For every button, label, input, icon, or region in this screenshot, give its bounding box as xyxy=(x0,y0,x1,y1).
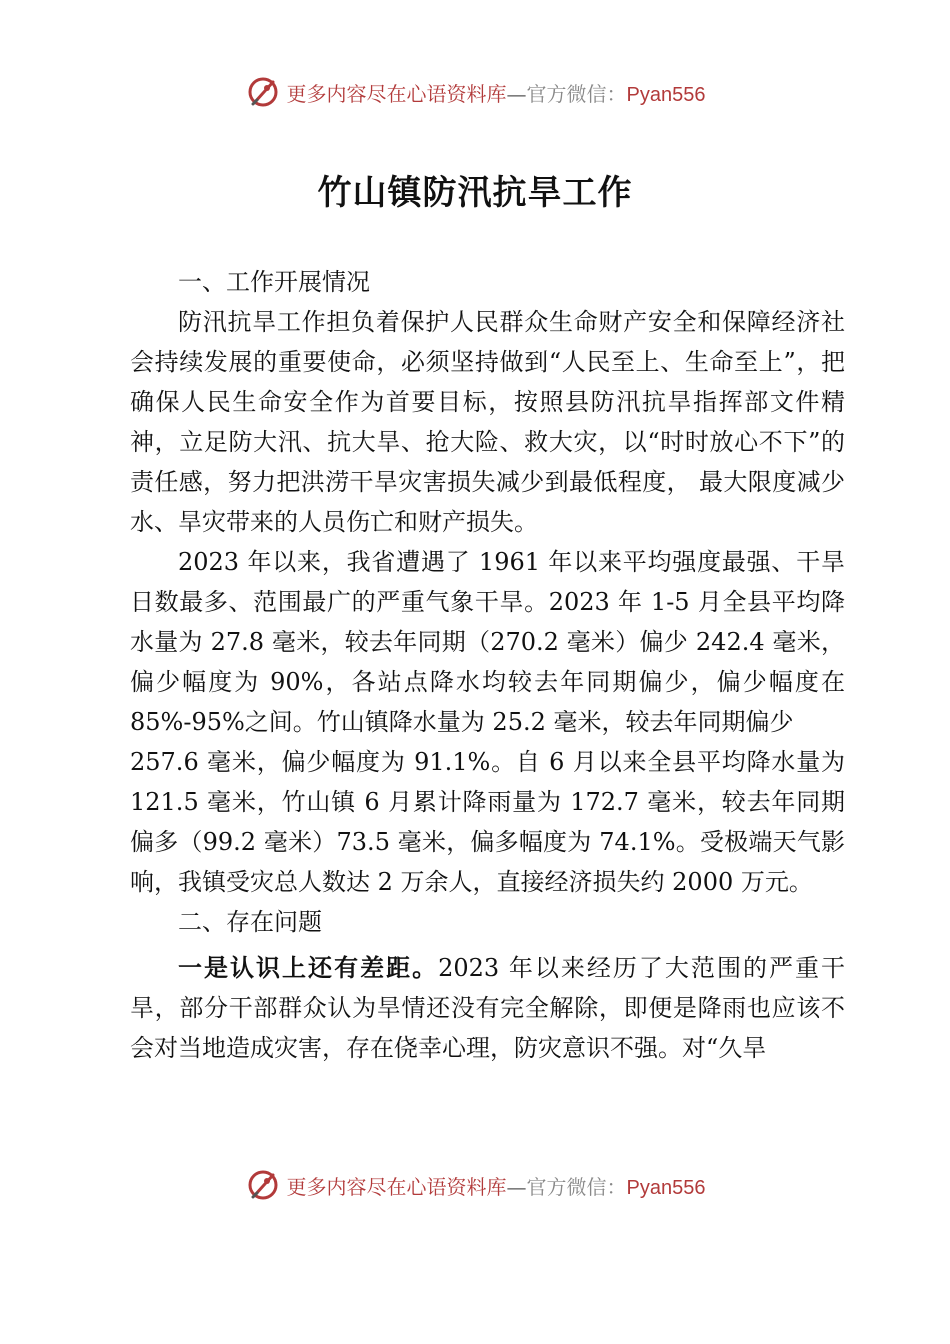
footer-watermark-banner xyxy=(0,1165,950,1205)
document-body xyxy=(130,262,845,1068)
watermark-text: 更多内容尽在心语资料库—官方微信：Pyan556 xyxy=(286,1174,706,1199)
header-watermark-banner xyxy=(0,72,950,112)
paragraph-1: 防汛抗旱工作担负着保护人民群众生命财产安全和保障经济社会持续发展的重要使命，必须坚持做到“人民至上、生命至上”，把确保人民生命安全作为首要目标，按照县防汛抗旱指挥部文件精神，立足防大汛、抗大旱、抢大险、救大灾，以“时时放心不下”的责任感，努力把洪涝干旱灾害损失减少到最低程度， 最大限度减少水、旱灾带来的人员伤亡和财产损失。 xyxy=(130,308,845,536)
pen-logo-icon xyxy=(245,1167,281,1203)
paragraph-3 xyxy=(130,948,845,1068)
watermark-text: 更多内容尽在心语资料库—官方微信：Pyan556 xyxy=(286,81,706,106)
section-heading-2: 二、存在问题 xyxy=(178,908,322,936)
paragraph-3-lead: 一是认识上还有差距。 xyxy=(178,954,439,982)
paragraph-3-text: 2023 年以来经历了大范围的严重干旱，部分干部群众认为旱情还没有完全解除，即便是降雨也应该不会对当地造成灾害，存在侥幸心理，防灾意识不强。对“久旱 xyxy=(130,954,845,1062)
section-heading-1: 一、工作开展情况 xyxy=(178,268,370,296)
paragraph-2b: 257.6 毫米，偏少幅度为 91.1%。自 6 月以来全县平均降水量为 121.5 毫米，竹山镇 6 月累计降雨量为 172.7 毫米，较去年同期偏多（99.2 毫米）73.5 毫米，偏多幅度为 74.1%。受极端天气影响，我镇受灾总人数达 2 万余人，直接经济损失约 2000 万元。 xyxy=(130,748,845,896)
document-title: 竹山镇防汛抗旱工作 xyxy=(317,173,633,213)
paragraph-2a: 2023 年以来，我省遭遇了 1961 年以来平均强度最强、干旱日数最多、范围最广的严重气象干旱。2023 年 1-5 月全县平均降水量为 27.8 毫米，较去年同期（270.2 毫米）偏少 242.4 毫米，偏少幅度为 90%，各站点降水均较去年同期偏少，偏少幅度在 85%-95%之间。竹山镇降水量为 25.2 毫米，较去年同期偏少 xyxy=(130,548,845,736)
pen-logo-icon xyxy=(245,74,281,110)
